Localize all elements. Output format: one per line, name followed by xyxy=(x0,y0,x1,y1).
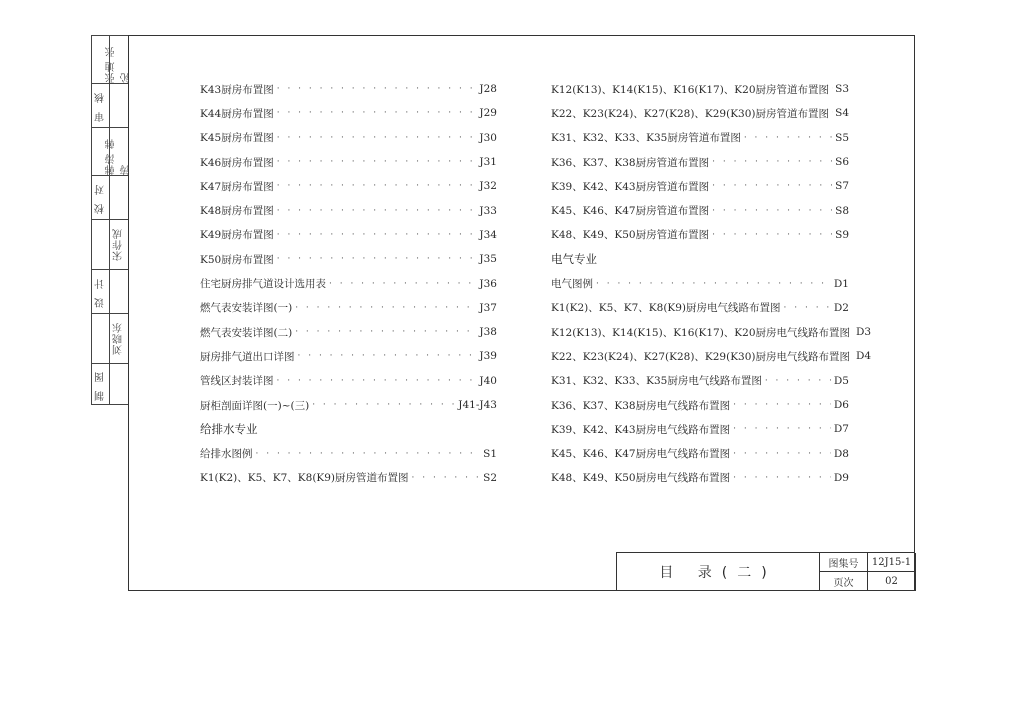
entry-title: K45、K46、K47厨房电气线路布置图 xyxy=(551,448,731,461)
entry-title: K45厨房布置图 xyxy=(200,132,274,145)
contents-entry xyxy=(200,320,497,344)
entry-page-number: D6 xyxy=(833,399,849,411)
entry-title: K50厨房布置图 xyxy=(200,253,274,266)
contents-entry xyxy=(200,150,497,174)
contents-entry xyxy=(200,247,497,271)
entry-title: K36、K37、K38厨房管道布置图 xyxy=(551,156,710,169)
stamp-cell xyxy=(92,84,128,128)
stamp-cell xyxy=(92,128,132,176)
entry-page-number: S6 xyxy=(835,156,849,169)
dot-leader xyxy=(277,254,477,264)
entry-page-number: S8 xyxy=(835,204,849,217)
sheet-title: 目 录(二) xyxy=(617,553,820,591)
entry-page-number: J29 xyxy=(479,107,497,120)
approval-stamp-strip xyxy=(91,35,132,405)
entry-page-number: S3 xyxy=(835,83,849,96)
page-value: 02 xyxy=(868,572,916,591)
entry-page-number: D3 xyxy=(856,326,872,339)
entry-page-number: S7 xyxy=(835,180,849,193)
entry-page-number: J40 xyxy=(479,374,497,387)
stamp-cell xyxy=(92,220,128,270)
contents-entry xyxy=(551,393,849,417)
dot-leader xyxy=(312,400,455,410)
dot-leader xyxy=(784,303,831,313)
dot-leader xyxy=(596,279,831,289)
section-heading: 给排水专业 xyxy=(200,422,258,437)
signature-name: 宋作成 xyxy=(113,228,125,261)
entry-page-number: J39 xyxy=(479,350,497,363)
entry-page-number: D5 xyxy=(833,374,849,387)
contents-entry xyxy=(551,101,849,125)
dot-leader xyxy=(277,133,477,143)
entry-title: K48、K49、K50厨房电气线路布置图 xyxy=(551,472,731,485)
contents-left-column xyxy=(200,77,497,490)
entry-page-number: J35 xyxy=(479,253,497,266)
stamp-role-label xyxy=(93,314,109,363)
entry-title: K46厨房布置图 xyxy=(200,156,274,169)
entry-page-number: D8 xyxy=(833,447,849,460)
dot-leader xyxy=(277,206,477,216)
signature-name xyxy=(110,364,128,406)
contents-entry xyxy=(200,101,497,125)
signature-name: 刘晓东 xyxy=(113,322,125,355)
entry-title: 电气图例 xyxy=(551,278,593,291)
entry-page-number: S2 xyxy=(483,471,497,484)
entry-title: 厨房排气道出口详图 xyxy=(200,350,295,363)
dot-leader xyxy=(256,449,481,459)
stamp-role-label xyxy=(93,220,109,269)
entry-title: 燃气表安装详图(二) xyxy=(200,326,293,339)
entry-page-number: J31 xyxy=(479,156,497,169)
contents-right-column xyxy=(551,77,872,490)
stamp-role-label: 制 图 xyxy=(95,368,107,402)
atlas-number-value: 12J15-1 xyxy=(868,553,916,572)
entry-title: K45、K46、K47厨房管道布置图 xyxy=(551,205,710,218)
contents-entry xyxy=(551,369,849,393)
dot-leader xyxy=(295,303,476,313)
entry-page-number: D7 xyxy=(833,423,849,436)
dot-leader xyxy=(329,279,476,289)
dot-leader xyxy=(712,230,832,240)
section-heading: 电气专业 xyxy=(551,252,597,267)
contents-entry xyxy=(200,296,497,320)
stamp-cell xyxy=(92,270,128,314)
signature-name xyxy=(110,176,128,219)
entry-title: 燃气表安装详图(一) xyxy=(200,302,293,315)
contents-entry xyxy=(200,198,497,222)
entry-title: 给排水图例 xyxy=(200,448,253,461)
entry-title: K39、K42、K43厨房管道布置图 xyxy=(551,180,710,193)
stamp-role-label: 校 对 xyxy=(95,181,107,214)
entry-title: K49厨房布置图 xyxy=(200,229,274,242)
dot-leader xyxy=(733,400,831,410)
entry-page-number: J33 xyxy=(479,204,497,217)
contents-entry xyxy=(551,344,872,368)
dot-leader xyxy=(298,351,477,361)
dot-leader xyxy=(765,376,831,386)
entry-page-number: D2 xyxy=(833,301,849,314)
stamp-cell xyxy=(92,314,128,364)
entry-title: 住宅厨房排气道设计选用表 xyxy=(200,278,326,291)
signature-name xyxy=(110,84,128,127)
title-block xyxy=(616,552,915,591)
contents-entry xyxy=(551,198,849,222)
stamp-role-label: 审 核 xyxy=(95,89,107,122)
entry-title: K48、K49、K50厨房管道布置图 xyxy=(551,229,710,242)
entry-title: 厨柜剖面详图(一)~(三) xyxy=(200,399,310,412)
dot-leader xyxy=(733,449,831,459)
entry-title: K44厨房布置图 xyxy=(200,107,274,120)
dot-leader xyxy=(277,157,477,167)
entry-title: K43厨房布置图 xyxy=(200,83,274,96)
contents-entry xyxy=(200,271,497,295)
entry-title: K31、K32、K33、K35厨房电气线路布置图 xyxy=(551,375,762,388)
dot-leader xyxy=(295,327,476,337)
entry-title: K39、K42、K43厨房电气线路布置图 xyxy=(551,423,731,436)
stamp-cell xyxy=(92,364,128,406)
dot-leader xyxy=(712,181,832,191)
contents-entry xyxy=(551,320,872,344)
contents-entry xyxy=(551,77,849,101)
contents-entry xyxy=(200,223,497,247)
contents-entry xyxy=(200,77,497,101)
contents-entry xyxy=(200,174,497,198)
contents-entry xyxy=(200,126,497,150)
contents-entry xyxy=(551,223,849,247)
contents-entry xyxy=(551,150,849,174)
contents-entry xyxy=(551,466,849,490)
signature-name: 韩涛 韩涛 xyxy=(106,137,132,175)
dot-leader xyxy=(277,230,477,240)
entry-page-number: S5 xyxy=(835,131,849,144)
entry-title: K47厨房布置图 xyxy=(200,180,274,193)
dot-leader xyxy=(712,206,832,216)
dot-leader xyxy=(744,133,832,143)
entry-page-number: S1 xyxy=(483,447,497,460)
entry-title: K12(K13)、K14(K15)、K16(K17)、K20厨房管道布置图 xyxy=(551,83,830,96)
entry-page-number: S4 xyxy=(835,107,849,120)
stamp-cell xyxy=(92,36,132,84)
dot-leader xyxy=(277,108,477,118)
entry-title: K48厨房布置图 xyxy=(200,205,274,218)
stamp-role-label: 设 计 xyxy=(95,275,107,308)
dot-leader xyxy=(412,473,481,483)
contents-entry xyxy=(551,441,849,465)
contents-entry xyxy=(200,369,497,393)
entry-page-number: J37 xyxy=(479,301,497,314)
contents-entry xyxy=(551,271,849,295)
entry-page-number: D9 xyxy=(833,471,849,484)
atlas-number-label: 图集号 xyxy=(820,553,868,572)
contents-entry xyxy=(551,126,849,150)
dot-leader xyxy=(277,376,477,386)
dot-leader xyxy=(733,424,831,434)
contents-entry xyxy=(200,441,497,465)
entry-page-number: J36 xyxy=(479,277,497,290)
contents-entry xyxy=(551,296,849,320)
entry-page-number: J32 xyxy=(479,180,497,193)
dot-leader xyxy=(277,181,477,191)
entry-page-number: J41-J43 xyxy=(458,399,497,411)
contents-entry xyxy=(551,417,849,441)
entry-title: K31、K32、K33、K35厨房管道布置图 xyxy=(551,132,741,145)
stamp-cell xyxy=(92,176,128,220)
page-label: 页次 xyxy=(820,572,868,591)
entry-title: K22、K23(K24)、K27(K28)、K29(K30)厨房电气线路布置图 xyxy=(551,350,851,363)
signature-name xyxy=(110,270,128,313)
entry-title: K1(K2)、K5、K7、K8(K9)厨房电气线路布置图 xyxy=(551,302,781,315)
entry-page-number: D4 xyxy=(856,350,872,363)
contents-entry xyxy=(200,393,497,417)
entry-title: K12(K13)、K14(K15)、K16(K17)、K20厨房电气线路布置图 xyxy=(551,326,851,339)
entry-page-number: J34 xyxy=(479,228,497,241)
dot-leader xyxy=(733,473,831,483)
entry-page-number: S9 xyxy=(835,228,849,241)
contents-entry xyxy=(200,344,497,368)
entry-page-number: J28 xyxy=(479,83,497,96)
dot-leader xyxy=(712,157,832,167)
contents-entry xyxy=(200,466,497,490)
entry-page-number: D1 xyxy=(833,277,849,290)
entry-title: K36、K37、K38厨房电气线路布置图 xyxy=(551,399,731,412)
entry-page-number: J30 xyxy=(479,131,497,144)
entry-title: K22、K23(K24)、K27(K28)、K29(K30)厨房管道布置图 xyxy=(551,107,830,120)
entry-title: 管线区封装详图 xyxy=(200,375,274,388)
signature-name: 张迪 张沁 xyxy=(106,45,132,83)
entry-title: K1(K2)、K5、K7、K8(K9)厨房管道布置图 xyxy=(200,472,409,485)
contents-entry xyxy=(551,174,849,198)
dot-leader xyxy=(277,84,477,94)
entry-page-number: J38 xyxy=(479,326,497,339)
